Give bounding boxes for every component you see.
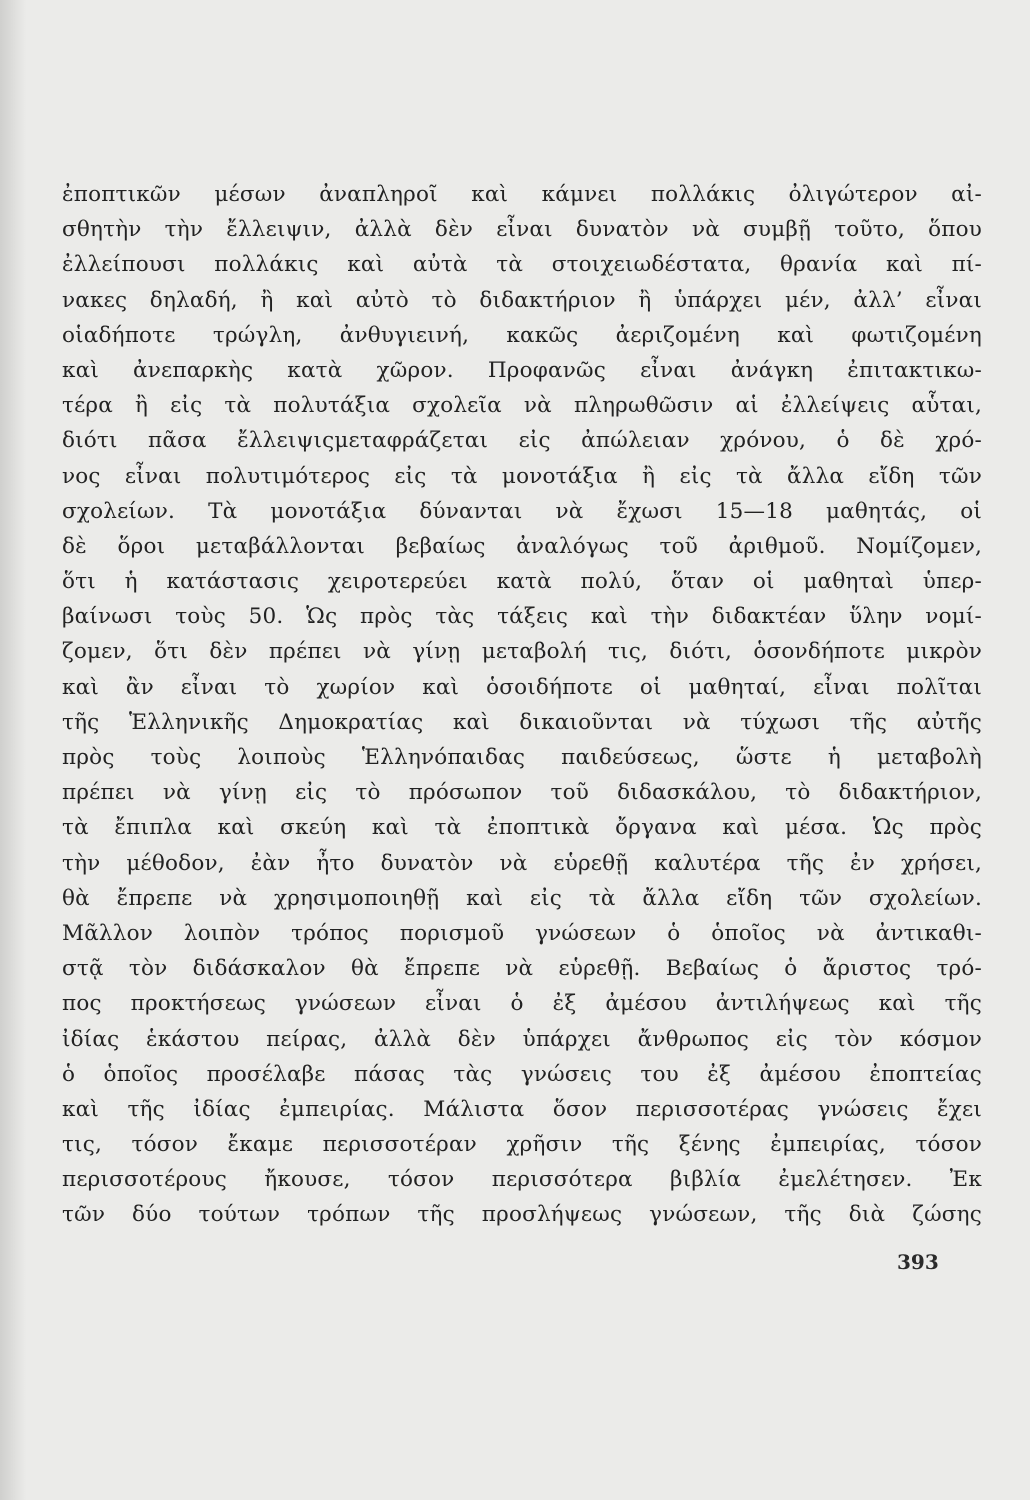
text-line: οἱαδήποτε τρώγλη, ἀνθυγιεινή, κακῶς ἀεριζομένη καὶ φωτιζομένη xyxy=(62,322,982,348)
text-line: πρὸς τοὺς λοιποὺς Ἑλληνόπαιδας παιδεύσεως, ὥστε ἡ μεταβολὴ xyxy=(62,745,982,770)
text-line: σθητὴν τὴν ἔλλειψιν, ἀλλὰ δὲν εἶναι δυνατὸν νὰ συμβῇ τοῦτο, ὅπου xyxy=(62,217,982,243)
text-line: ἐποπτικῶν μέσων ἀναπληροῖ καὶ κάμνει πολλάκις ὀλιγώτερον αἰ- xyxy=(62,182,982,207)
text-line: τέρα ἢ εἰς τὰ πολυτάξια σχολεῖα νὰ πληρωθῶσιν αἱ ἐλλείψεις αὗται, xyxy=(62,393,982,419)
text-line: πρέπει νὰ γίνῃ εἰς τὸ πρόσωπον τοῦ διδασκάλου, τὸ διδακτήριον, xyxy=(62,780,982,806)
text-line: νος εἶναι πολυτιμότερος εἰς τὰ μονοτάξια ἢ εἰς τὰ ἄλλα εἴδη τῶν xyxy=(62,463,982,489)
text-line: σχολείων. Τὰ μονοτάξια δύνανται νὰ ἔχωσι 15—18 μαθητάς, οἱ xyxy=(62,498,982,524)
text-line: καὶ ἂν εἶναι τὸ χωρίον καὶ ὁσοιδήποτε οἱ μαθηταί, εἶναι πολῖται xyxy=(62,674,982,700)
text-line: πος προκτήσεως γνώσεων εἶναι ὁ ἐξ ἀμέσου ἀντιλήψεως καὶ τῆς xyxy=(62,991,982,1017)
text-line: τις, τόσον ἔκαμε περισσοτέραν χρῆσιν τῆς ξένης ἐμπειρίας, τόσον xyxy=(62,1132,982,1158)
text-line: θὰ ἔπρεπε νὰ χρησιμοποιηθῇ καὶ εἰς τὰ ἄλλα εἴδη τῶν σχολείων. xyxy=(62,885,982,911)
text-line: περισσοτέρους ἤκουσε, τόσον περισσότερα βιβλία ἐμελέτησεν. Ἐκ xyxy=(62,1167,982,1193)
text-line: καὶ τῆς ἰδίας ἐμπειρίας. Μάλιστα ὅσον περισσοτέρας γνώσεις ἔχει xyxy=(62,1096,982,1122)
text-line: Μᾶλλον λοιπὸν τρόπος πορισμοῦ γνώσεων ὁ ὁποῖος νὰ ἀντικαθι- xyxy=(62,920,982,946)
text-line: ἰδίας ἑκάστου πείρας, ἀλλὰ δὲν ὑπάρχει ἄνθρωπος εἰς τὸν κόσμον xyxy=(62,1026,982,1052)
text-line: τῶν δύο τούτων τρόπων τῆς προσλήψεως γνώσεων, τῆς διὰ ζώσης xyxy=(62,1202,982,1228)
text-line: καὶ ἀνεπαρκὴς κατὰ χῶρον. Προφανῶς εἶναι ἀνάγκη ἐπιτακτικω- xyxy=(62,357,982,383)
text-line: δὲ ὅροι μεταβάλλονται βεβαίως ἀναλόγως τοῦ ἀριθμοῦ. Νομίζομεν, xyxy=(62,533,982,559)
text-line: ζομεν, ὅτι δὲν πρέπει νὰ γίνῃ μεταβολή τις, διότι, ὁσονδήποτε μικρὸν xyxy=(62,639,982,665)
page-edge-shadow xyxy=(0,0,26,1500)
text-line: ὁ ὁποῖος προσέλαβε πάσας τὰς γνώσεις του ἐξ ἀμέσου ἐποπτείας xyxy=(62,1061,982,1087)
text-line: βαίνωσι τοὺς 50. Ὡς πρὸς τὰς τάξεις καὶ τὴν διδακτέαν ὕλην νομί- xyxy=(62,604,982,630)
text-line: νακες δηλαδή, ἢ καὶ αὐτὸ τὸ διδακτήριον ἢ ὑπάρχει μέν, ἀλλ’ εἶναι xyxy=(62,287,982,313)
page-number: 393 xyxy=(897,1250,939,1274)
text-line: τὰ ἔπιπλα καὶ σκεύη καὶ τὰ ἐποπτικὰ ὄργανα καὶ μέσα. Ὡς πρὸς xyxy=(62,815,982,841)
text-line: στᾷ τὸν διδάσκαλον θὰ ἔπρεπε νὰ εὑρεθῇ. Βεβαίως ὁ ἄριστος τρό- xyxy=(62,956,982,982)
text-line: τὴν μέθοδον, ἐὰν ἦτο δυνατὸν νὰ εὑρεθῇ καλυτέρα τῆς ἐν χρήσει, xyxy=(62,850,982,876)
text-line: διότι πᾶσα ἔλλειψιςμεταφράζεται εἰς ἀπώλειαν χρόνου, ὁ δὲ χρό- xyxy=(62,428,982,454)
text-line: τῆς Ἑλληνικῆς Δημοκρατίας καὶ δικαιοῦνται νὰ τύχωσι τῆς αὐτῆς xyxy=(62,709,982,735)
body-text xyxy=(62,177,982,1233)
text-line: ἐλλείπουσι πολλάκις καὶ αὐτὰ τὰ στοιχειωδέστατα, θρανία καὶ πί- xyxy=(62,252,982,278)
text-line: ὅτι ἡ κατάστασις χειροτερεύει κατὰ πολύ, ὅταν οἱ μαθηταὶ ὑπερ- xyxy=(62,569,982,595)
